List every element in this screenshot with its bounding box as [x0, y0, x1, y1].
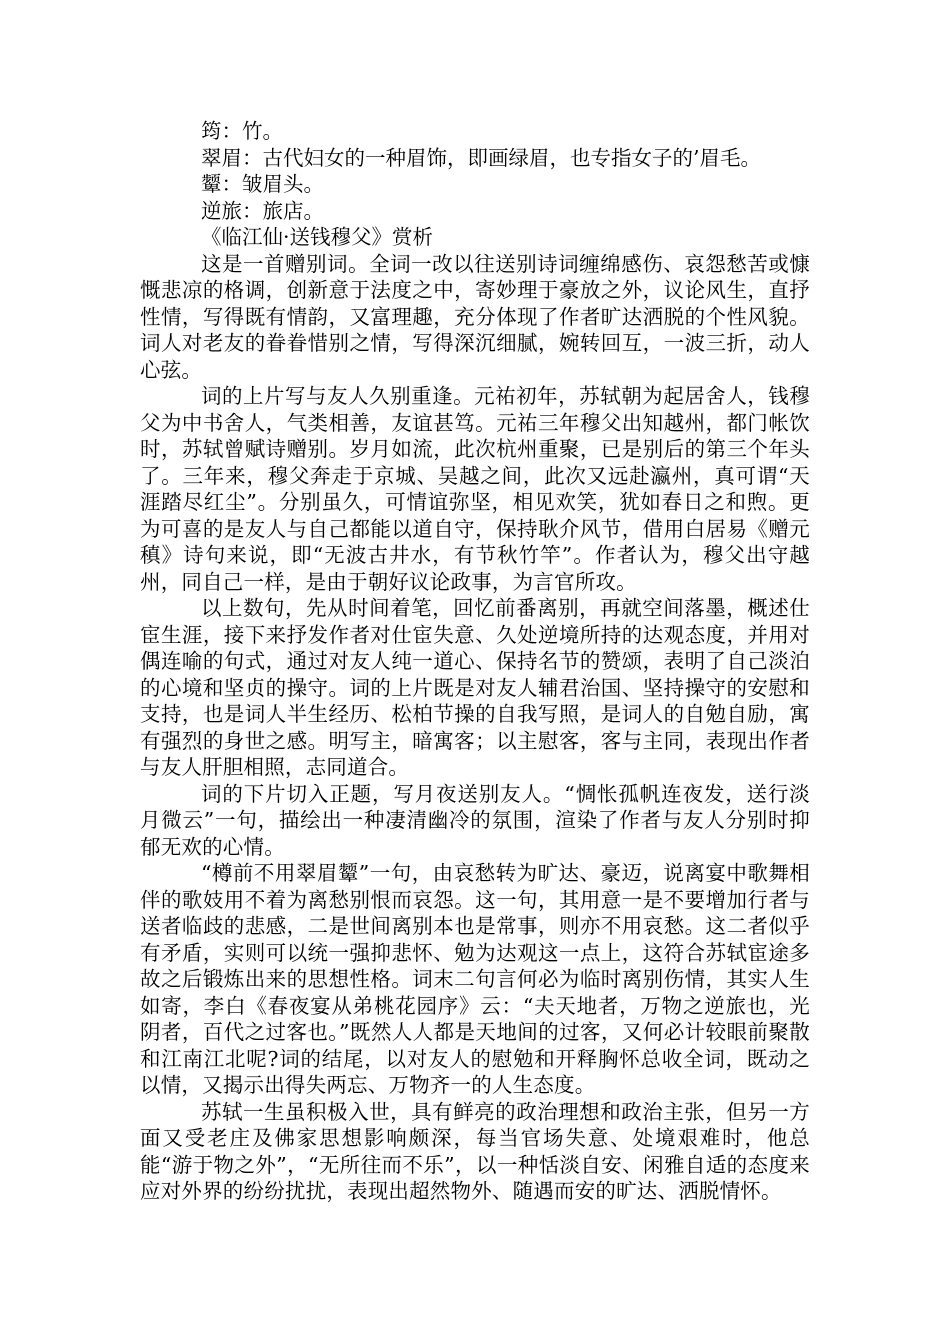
- body-paragraph: 以上数句，先从时间着笔，回忆前番离别，再就空间落墨，概述仕宦生涯，接下来抒发作者对仕宦失意、久处逆境所持的达观态度，并用对偶连喻的句式，通过对友人纯一道心、保持名节的赞颂，表明了自己淡泊的心境和坚贞的操守。词的上片既是对友人辅君治国、坚持操守的安慰和支持，也是词人半生经历、松柏节操的自我写照，是词人的自勉自励，寓有强烈的身世之感。明写主，暗寓客；以主慰客，客与主同，表现出作者与友人肝胆相照，志同道合。: [140, 596, 810, 779]
- annotation-note: 筠：竹。: [201, 119, 283, 143]
- annotation-note: 翠眉：古代妇女的一种眉饰，即画绿眉，也专指女子的’眉毛。: [201, 145, 762, 170]
- annotation-note: 逆旅：旅店。: [201, 198, 324, 223]
- body-paragraph: 苏轼一生虽积极入世，具有鲜亮的政治理想和政治主张，但另一方面又受老庄及佛家思想影响颇深，每当官场失意、处境艰难时，他总能“游于物之外”，“无所往而不乐”，以一种恬淡自安、闲雅自适的态度来应对外界的纷纷扰扰，表现出超然物外、随遇而安的旷达、洒脱情怀。: [140, 1099, 810, 1203]
- annotation-note: 颦：皱眉头。: [201, 172, 324, 196]
- body-paragraph: 词的上片写与友人久别重逢。元祐初年，苏轼朝为起居舍人，钱穆父为中书舍人，气类相善，友谊甚笃。元祐三年穆父出知越州，都门帐饮时，苏轼曾赋诗赠别。岁月如流，此次杭州重聚，已是别后的第三个年头了。三年来，穆父奔走于京城、吴越之间，此次又远赴瀛州，真可谓“天涯踏尽红尘”。分别虽久，可情谊弥坚，相见欢笑，犹如春日之和煦。更为可喜的是友人与自己都能以道自守，保持耿介风节，借用白居易《赠元稹》诗句来说，即“无波古井水，有节秋竹竿”。作者认为，穆父出守越州，同自己一样，是由于朝好议论政事，为言官所攻。: [140, 384, 810, 594]
- document-body: [140, 118, 810, 1205]
- section-heading: 《临江仙·送钱穆父》赏析: [201, 225, 434, 249]
- body-paragraph: “樽前不用翠眉颦”一句，由哀愁转为旷达、豪迈，说离宴中歌舞相伴的歌妓用不着为离愁别恨而哀怨。这一句，其用意一是不要增加行者与送者临歧的悲感，二是世间离别本也是常事，则亦不用哀愁。这二者似乎有矛盾，实则可以统一强抑悲怀、勉为达观这一点上，这符合苏轼宦途多故之后锻炼出来的思想性格。词末二句言何必为临时离别伤情，其实人生如寄，李白《春夜宴从弟桃花园序》云：“夫天地者，万物之逆旅也，光阴者，百代之过客也。”既然人人都是天地间的过客，又何必计较眼前聚散和江南江北呢?词的结尾，以对友人的慰勉和开释胸怀总收全词，既动之以情，又揭示出得失两忘、万物齐一的人生态度。: [140, 861, 810, 1097]
- body-paragraph: 这是一首赠别词。全词一改以往送别诗词缠绵感伤、哀怨愁苦或慷慨悲凉的格调，创新意于法度之中，寄妙理于豪放之外，议论风生，直抒性情，写得既有情韵，又富理趣，充分体现了作者旷达洒脱的个性风貌。词人对老友的眷眷惜别之情，写得深沉细腻，婉转回互，一波三折，动人心弦。: [140, 251, 810, 382]
- body-paragraph: 词的下片切入正题，写月夜送别友人。“惆怅孤帆连夜发，送行淡月微云”一句，描绘出一种凄清幽冷的氛围，渲染了作者与友人分别时抑郁无欢的心情。: [140, 781, 810, 859]
